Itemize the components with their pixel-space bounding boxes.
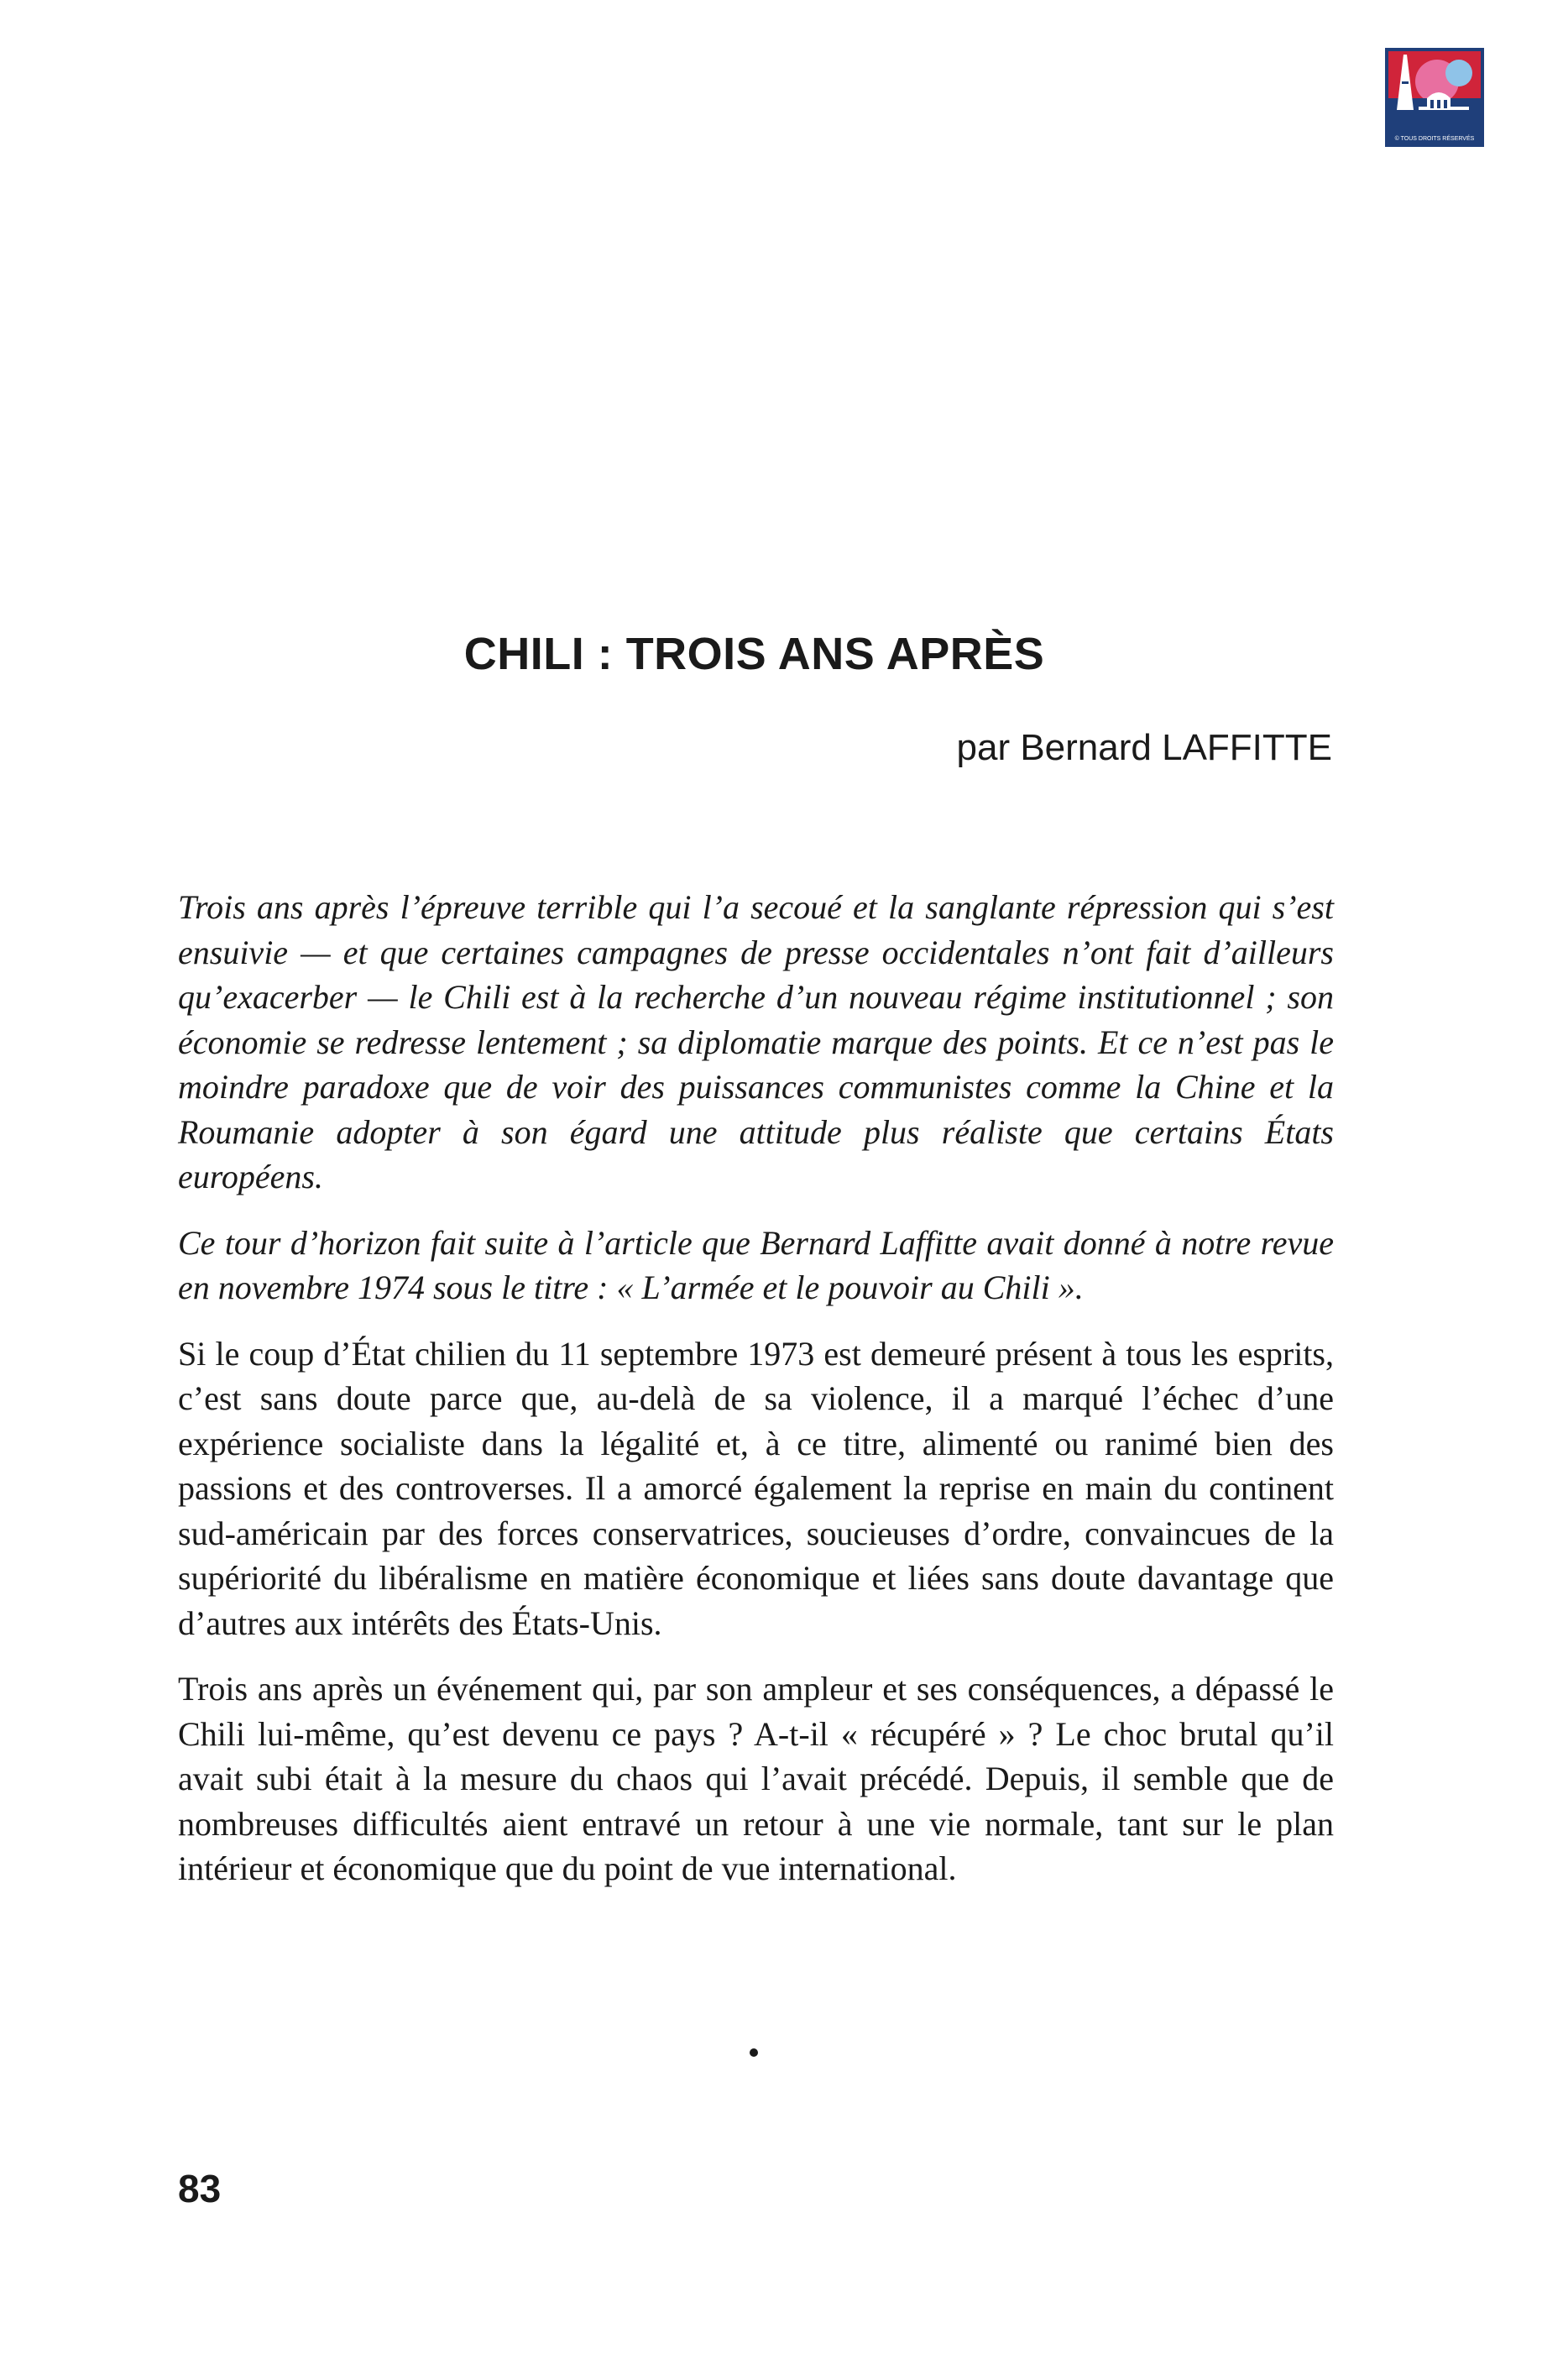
body-paragraph: Si le coup d’État chilien du 11 septembre 1973 est demeuré présent à tous les esprits, c’est sans doute parce que, au-delà de sa violence, il a marqué l’échec d’une expérience socialiste dans la légalité et, à ce titre, alimenté ou ranimé bien des passions et des controverses. Il a amorcé également la reprise en main du continent sud-américain par des forces conservatrices, soucieuses d’ordre, convaincues de la supériorité du libéralisme en matière économique et liées sans doute davantage que d’autres aux intérêts des États-Unis. [178, 1334, 1334, 1642]
page-number: 83 [178, 2167, 222, 2210]
logo-caption: © TOUS DROITS RÉSERVÉS [1394, 136, 1475, 142]
body-paragraph: Trois ans après un événement qui, par son ampleur et ses conséquences, a dépassé le Chili lui-même, qu’est devenu ce pays ? A-t-il « récupéré » ? Le choc brutal qu’il avait subi était à la mesure du chaos qui l’avait précédé. Depuis, il semble que de nombreuses difficultés aient entravé un retour à une vie normale, tant sur le plan intérieur et économique que du point de vue international. [178, 1670, 1334, 1887]
article-title: CHILI : TROIS ANS APRÈS [463, 629, 1045, 679]
section-separator-dot [750, 2048, 758, 2057]
publisher-logo [1385, 48, 1484, 147]
intro-paragraph: Ce tour d’horizon fait suite à l’article que Bernard Laffitte avait donné à notre revue en novembre 1974 sous le titre : « L’armée et le pouvoir au Chili ». [178, 1223, 1334, 1306]
intro-paragraph: Trois ans après l’épreuve terrible qui l’a secoué et la sanglante répression qui s’est ensuivie — et que certaines campagnes de presse occidentales n’ont fait d’ailleurs qu’exacerber — le Chili est à la recherche d’un nouveau régime institutionnel ; son économie se redresse lentement ; sa diplomatie marque des points. Et ce n’est pas le moindre paradoxe que de voir des puissances communistes comme la Chine et la Roumanie adopter à son égard une attitude plus réaliste que certains États européens. [178, 888, 1334, 1195]
publisher-logo-graphic [1385, 48, 1484, 147]
article-author: par Bernard LAFFITTE [956, 727, 1332, 768]
article-body [178, 885, 1334, 1912]
